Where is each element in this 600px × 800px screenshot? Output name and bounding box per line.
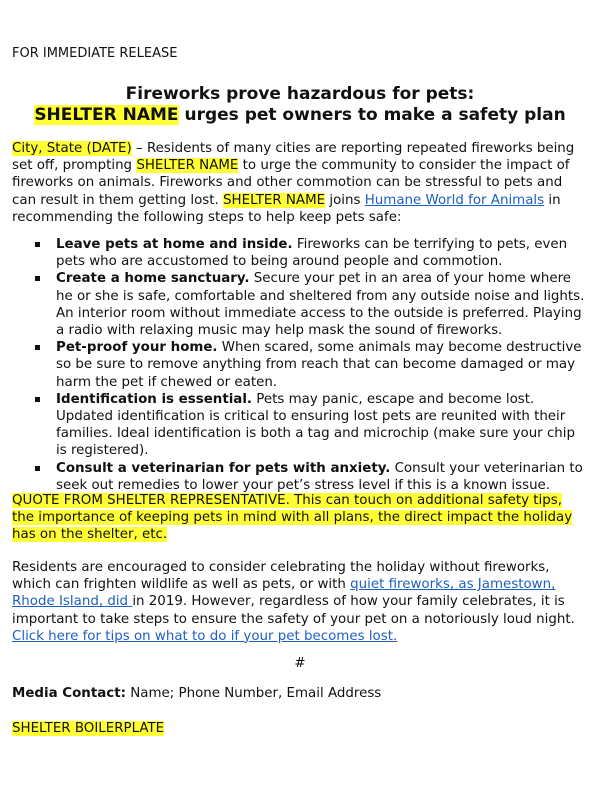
title-line-1: Fireworks prove hazardous for pets: xyxy=(125,84,475,104)
bullet-icon xyxy=(35,242,40,247)
page-title xyxy=(12,84,588,126)
intro-text-4: in recommending the following steps to help keep pets safe: xyxy=(12,192,561,225)
shelter-quote: QUOTE FROM SHELTER REPRESENTATIVE. This can touch on additional safety tips, the importance of keeping pets in mind with all plans, the direct impact the holiday has on the shelter, etc. xyxy=(12,493,573,543)
closing-text-1: Residents are encouraged to consider celebrating the holiday without fireworks, which can frighten wildlife as well as pets, or with xyxy=(12,560,550,593)
tip-heading: Pet-proof your home. xyxy=(56,340,218,356)
safety-tips-list xyxy=(12,236,586,494)
title-shelter-name: SHELTER NAME xyxy=(34,105,179,125)
media-contact xyxy=(12,686,381,701)
tip-heading: Identification is essential. xyxy=(56,391,253,407)
title-line-2-text: urges pet owners to make a safety plan xyxy=(178,105,566,125)
lost-pet-tips-link[interactable]: Click here for tips on what to do if your pet becomes lost. xyxy=(12,628,398,644)
bullet-icon xyxy=(35,345,40,350)
list-item xyxy=(12,270,586,339)
title-line-2 xyxy=(12,105,588,126)
shelter-name-1: SHELTER NAME xyxy=(136,158,239,174)
intro-paragraph xyxy=(12,140,586,226)
bullet-icon xyxy=(35,397,40,402)
tip-text: Secure your pet in an area of your home where he or she is safe, comfortable and sheltered from any outside noise and lights. An interior room without immediate access to the outside is preferred. Playing a radio with relaxing music may help mask the sound of fireworks. xyxy=(56,271,585,339)
intro-text-3: joins xyxy=(325,192,365,208)
shelter-name-2: SHELTER NAME xyxy=(223,192,326,208)
shelter-boilerplate xyxy=(12,721,164,736)
tip-text: Consult your veterinarian to seek out remedies to lower your pet’s stress level if this is a known issue. xyxy=(56,460,583,493)
boilerplate-text: SHELTER BOILERPLATE xyxy=(12,721,165,736)
quiet-fireworks-link[interactable]: quiet fireworks, as Jamestown, Rhode Island, did xyxy=(12,577,556,610)
bullet-icon xyxy=(35,466,40,471)
end-mark: # xyxy=(294,656,306,671)
tip-heading: Leave pets at home and inside. xyxy=(56,237,293,252)
tip-heading: Consult a veterinarian for pets with anxiety. xyxy=(56,460,391,476)
media-contact-value: Name; Phone Number, Email Address xyxy=(125,686,382,701)
list-item xyxy=(12,460,586,494)
humane-world-link[interactable]: Humane World for Animals xyxy=(364,192,545,208)
tip-text: Pets may panic, escape and become lost. Updated identification is critical to ensuring lost pets are reunited with their families. Ideal identification is both a tag and microchip (make sure your chip is registered). xyxy=(56,391,576,459)
closing-paragraph xyxy=(12,559,586,645)
quote-paragraph xyxy=(12,492,586,544)
list-item xyxy=(12,339,586,391)
dateline: City, State (DATE) xyxy=(12,141,132,156)
closing-text-2: in 2019. However, regardless of how your family celebrates, it is important to take steps to ensure the safety of your pet on a notoriously loud night. xyxy=(12,594,575,627)
tip-heading: Create a home sanctuary. xyxy=(56,271,250,287)
list-item xyxy=(12,236,586,270)
list-item xyxy=(12,391,586,460)
tip-text: Fireworks can be terrifying to pets, even pets who are accustomed to being around people and commotion. xyxy=(56,237,568,270)
media-contact-label: Media Contact: xyxy=(12,686,126,701)
release-line: FOR IMMEDIATE RELEASE xyxy=(12,46,178,61)
bullet-icon xyxy=(35,276,40,281)
tip-text: When scared, some animals may become destructive so be sure to remove anything from reach that can become damaged or may harm the pet if chewed or eaten. xyxy=(56,340,582,390)
intro-text-2: to urge the community to consider the impact of fireworks on animals. Fireworks and other commotion can be stressful to pets and can result in them getting lost. xyxy=(12,158,570,208)
intro-text-1: – Residents of many cities are reporting repeated fireworks being set off, prompting xyxy=(12,141,575,174)
